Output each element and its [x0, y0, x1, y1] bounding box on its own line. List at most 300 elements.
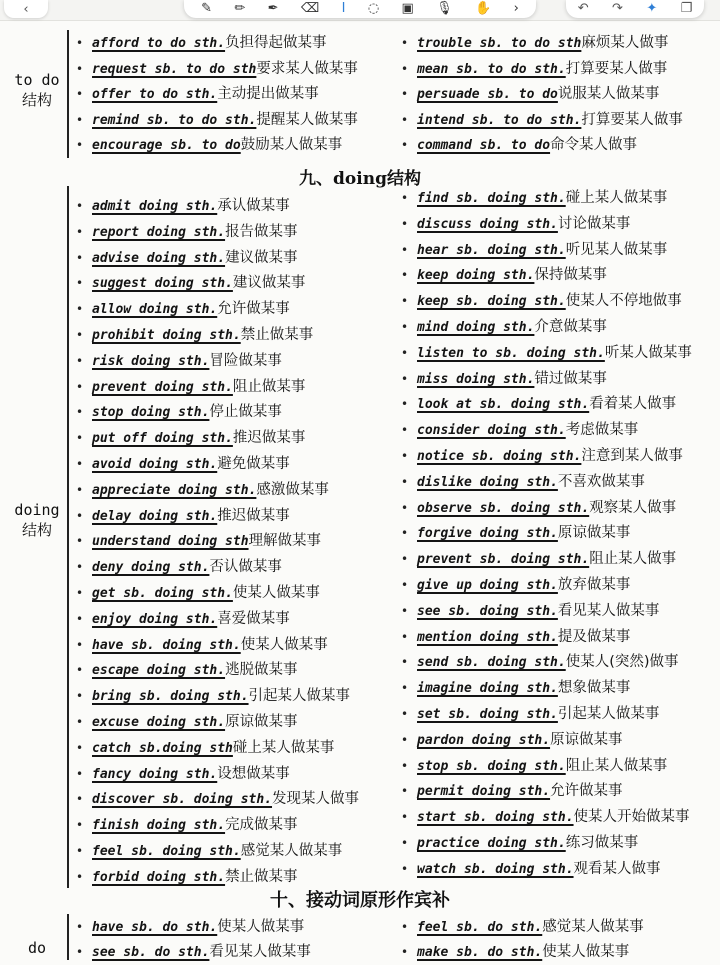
phrase-item — [76, 762, 290, 786]
phrase-english: command sb. to do — [417, 138, 551, 153]
bullet-icon: • — [401, 138, 409, 152]
phrase-item — [76, 400, 282, 424]
bullet-icon: • — [401, 920, 409, 934]
phrase-chinese: 使某人做某事 — [232, 585, 320, 601]
phrase-item — [76, 220, 298, 244]
edit-actions-bar — [566, 0, 704, 18]
phrase-chinese: 冒险做某事 — [209, 352, 282, 369]
phrase-english: avoid doing sth. — [92, 457, 218, 472]
phrase-chinese: 喜爱做某事 — [217, 610, 290, 627]
phrase-english: suggest doing sth. — [92, 276, 233, 292]
bullet-icon: • — [76, 250, 84, 265]
phrase-english: keep sb. doing sth. — [417, 294, 566, 310]
bullet-icon: • — [401, 449, 409, 463]
bullet-icon: • — [76, 379, 84, 394]
phrase-chinese: 看着某人做事 — [589, 396, 677, 413]
phrase-chinese: 承认做某事 — [217, 198, 290, 214]
phrase-english: imagine doing sth. — [417, 681, 558, 697]
magic-icon[interactable]: ✦ — [646, 1, 658, 16]
phrase-english: keep doing sth. — [417, 268, 535, 284]
phrase-chinese: 听见某人做某事 — [565, 241, 668, 258]
phrase-chinese: 否认做某事 — [209, 559, 282, 576]
highlighter-tool-icon[interactable]: ✒ — [267, 1, 279, 16]
bullet-icon: • — [76, 560, 84, 575]
bullet-icon: • — [76, 534, 84, 549]
bullet-icon: • — [401, 945, 409, 959]
bullet-icon: • — [76, 353, 84, 368]
phrase-item — [76, 529, 322, 553]
phrase-english: listen to sb. doing sth. — [417, 345, 605, 361]
phrase-chinese: 引起某人做某事 — [248, 688, 351, 705]
bullet-icon: • — [76, 844, 84, 858]
phrase-english: enjoy doing sth. — [92, 611, 218, 627]
phrase-english: remind sb. to do sth. — [92, 112, 257, 128]
phrase-english: practice doing sth. — [417, 836, 566, 851]
phrase-english: prevent sb. doing sth. — [417, 552, 590, 568]
phrase-chinese: 主动提出做某事 — [217, 86, 319, 102]
bullet-icon: • — [401, 268, 409, 283]
bullet-icon: • — [401, 629, 409, 644]
bullet-icon: • — [401, 61, 409, 76]
phrase-item — [401, 238, 668, 262]
bullet-icon: • — [76, 224, 84, 239]
phrase-chinese: 感觉某人做某事 — [542, 919, 644, 935]
bullet-icon: • — [76, 715, 84, 729]
bullet-icon: • — [76, 869, 84, 884]
todo-label-zh: 结构 — [21, 91, 52, 109]
phrase-chinese: 使某人做某事 — [217, 919, 305, 935]
phrase-english: request sb. to do sth — [92, 61, 257, 77]
phrase-chinese: 碰上某人做某事 — [232, 739, 335, 756]
bullet-icon: • — [76, 431, 84, 446]
phrase-chinese: 要求某人做某事 — [256, 60, 358, 77]
phrase-chinese: 理解做某事 — [248, 533, 322, 550]
phrase-english: discover sb. doing sth. — [92, 792, 273, 808]
phrase-item — [401, 728, 623, 752]
phrase-item — [76, 246, 298, 270]
phrase-english: get sb. doing sth. — [92, 586, 233, 601]
phrase-english: advise doing sth. — [92, 250, 226, 266]
phrase-item — [76, 426, 306, 450]
phrase-chinese: 推迟做某事 — [232, 430, 306, 447]
phrase-item — [401, 779, 623, 803]
phrase-item — [401, 133, 638, 157]
bullet-icon: • — [76, 276, 84, 291]
phrase-english: stop doing sth. — [92, 405, 210, 421]
phrase-english: prohibit doing sth. — [92, 328, 241, 343]
bullet-icon: • — [401, 242, 409, 257]
bullet-icon: • — [401, 861, 409, 876]
bullet-icon: • — [76, 87, 84, 101]
phrase-chinese: 碰上某人做某事 — [565, 190, 668, 206]
phrase-item — [401, 367, 607, 391]
phrase-english: consider doing sth. — [417, 423, 566, 439]
bullet-icon: • — [76, 328, 84, 342]
phrase-chinese: 考虑做某事 — [565, 422, 639, 439]
bullet-icon: • — [76, 689, 84, 704]
phrase-item — [76, 452, 290, 476]
do-bracket — [67, 914, 69, 960]
phrase-item — [76, 297, 290, 321]
phrase-chinese: 阻止做某事 — [232, 378, 306, 395]
phrase-item — [401, 831, 639, 855]
phrase-chinese: 错过做某事 — [534, 370, 607, 387]
phrase-chinese: 允许做某事 — [550, 783, 623, 800]
bullet-icon: • — [76, 920, 84, 934]
phrase-chinese: 看见某人做某事 — [209, 944, 311, 960]
phrase-english: notice sb. doing sth. — [417, 449, 582, 464]
phrase-english: put off doing sth. — [92, 431, 233, 447]
phrase-item — [76, 57, 358, 81]
phrase-english: trouble sb. to do sth — [417, 36, 582, 51]
pencil-tool-icon[interactable]: ✏ — [234, 1, 246, 16]
phrase-chinese: 阻止某人做事 — [589, 551, 677, 568]
redo-icon[interactable]: ↷ — [612, 1, 623, 16]
image-tool-icon[interactable]: ▣ — [401, 1, 414, 16]
bullet-icon: • — [76, 302, 84, 317]
phrase-item — [401, 915, 644, 939]
phrase-english: mention doing sth. — [417, 629, 558, 645]
phrase-item — [76, 82, 319, 106]
phrase-english: observe sb. doing sth. — [417, 500, 590, 516]
phrase-english: watch sb. doing sth. — [417, 861, 574, 877]
phrase-chinese: 引起某人做某事 — [557, 706, 660, 722]
phrase-chinese: 使某人开始做某事 — [573, 809, 690, 826]
phrase-chinese: 建议做某事 — [232, 275, 306, 292]
phrase-chinese: 观看某人做事 — [573, 860, 661, 877]
bullet-icon: • — [401, 371, 409, 386]
phrase-english: risk doing sth. — [92, 353, 210, 369]
phrase-english: miss doing sth. — [417, 371, 535, 387]
phrase-item — [401, 857, 661, 881]
phrase-item — [76, 787, 360, 811]
phrase-item — [401, 444, 683, 468]
phrase-english: fancy doing sth. — [92, 766, 218, 782]
phrase-chinese: 禁止做某事 — [240, 327, 314, 343]
phrase-item — [76, 940, 311, 964]
phrase-english: excuse doing sth. — [92, 715, 226, 730]
phrase-chinese: 逃脱做某事 — [225, 662, 298, 679]
phrase-item — [401, 547, 677, 571]
phrase-item — [401, 289, 682, 313]
phrase-chinese: 介意做某事 — [534, 319, 607, 335]
phrase-english: persuade sb. to do — [417, 87, 558, 102]
phrase-item — [76, 915, 305, 939]
phrase-chinese: 观察某人做事 — [589, 499, 677, 516]
phrase-chinese: 麻烦某人做事 — [581, 35, 669, 51]
text-tool-icon[interactable]: Ⅰ — [341, 1, 346, 16]
bullet-icon: • — [76, 482, 84, 497]
phrase-chinese: 感激做某事 — [256, 481, 329, 498]
bullet-icon: • — [401, 603, 409, 618]
bullet-icon: • — [401, 707, 409, 721]
phrase-english: send sb. doing sth. — [417, 655, 566, 671]
bullet-icon: • — [76, 405, 84, 420]
bullet-icon: • — [401, 423, 409, 438]
phrase-item — [401, 392, 677, 416]
phrase-english: see sb. doing sth. — [417, 603, 558, 619]
phrase-chinese: 想象做某事 — [557, 680, 631, 697]
phrase-item — [76, 194, 290, 218]
bullet-icon: • — [76, 112, 84, 127]
phrase-item — [401, 108, 683, 132]
phrase-chinese: 建议做某事 — [225, 249, 298, 266]
phrase-chinese: 原谅做某事 — [557, 525, 631, 542]
bullet-icon: • — [401, 320, 409, 334]
phrase-english: hear sb. doing sth. — [417, 242, 566, 258]
phrase-chinese: 打算要某人做事 — [581, 111, 683, 128]
phrase-item — [401, 676, 631, 700]
phrase-english: discuss doing sth. — [417, 216, 558, 232]
phrase-english: forbid doing sth. — [92, 869, 226, 885]
phrase-english: see sb. do sth. — [92, 945, 210, 960]
doing-section-label — [12, 500, 62, 540]
phrase-item — [401, 805, 690, 829]
bullet-icon: • — [401, 191, 409, 205]
bullet-icon: • — [76, 766, 84, 781]
phrase-item — [401, 625, 631, 649]
bullet-icon: • — [76, 199, 84, 213]
phrase-english: have sb. do sth. — [92, 920, 218, 935]
phrase-item — [401, 650, 679, 674]
phrase-english: finish doing sth. — [92, 818, 226, 834]
phrase-english: escape doing sth. — [92, 663, 226, 679]
phrase-english: mean sb. to do sth. — [417, 61, 566, 77]
bullet-icon: • — [76, 818, 84, 833]
copy-pages-icon[interactable]: ❐ — [680, 1, 693, 16]
phrase-item — [401, 573, 631, 597]
doing-section-heading: 九、doing结构 — [299, 169, 421, 189]
bullet-icon: • — [76, 663, 84, 678]
phrase-chinese: 听某人做某事 — [604, 344, 692, 361]
bullet-icon: • — [76, 637, 84, 652]
phrase-item — [401, 470, 645, 494]
phrase-chinese: 感觉某人做某事 — [240, 843, 343, 859]
phrase-item — [401, 521, 631, 545]
bullet-icon: • — [401, 397, 409, 412]
phrase-item — [76, 478, 329, 502]
phrase-item — [76, 710, 298, 734]
phrase-item — [76, 323, 314, 347]
phrase-english: admit doing sth. — [92, 199, 218, 214]
bullet-icon: • — [401, 578, 409, 592]
phrase-item — [76, 658, 298, 682]
phrase-english: understand doing sth — [92, 534, 249, 550]
phrase-item — [401, 186, 668, 210]
phrase-english: set sb. doing sth. — [417, 707, 558, 722]
phrase-chinese: 报告做某事 — [225, 223, 298, 240]
phrase-english: offer to do sth. — [92, 87, 218, 102]
back-arrow-icon: ‹ — [23, 1, 29, 17]
bullet-icon: • — [401, 36, 409, 50]
phrase-chinese: 发现某人做事 — [272, 791, 360, 808]
phrase-english: look at sb. doing sth. — [417, 397, 590, 413]
bullet-icon: • — [76, 36, 84, 50]
phrase-chinese: 练习做某事 — [565, 835, 639, 851]
phrase-chinese: 原谅做某事 — [550, 731, 623, 748]
phrase-chinese: 阻止某人做某事 — [565, 757, 668, 774]
chevron-right-icon[interactable]: › — [513, 1, 519, 16]
phrase-chinese: 完成做某事 — [225, 817, 298, 834]
phrase-english: intend sb. to do sth. — [417, 112, 582, 128]
back-button[interactable] — [4, 0, 48, 18]
undo-icon[interactable]: ↶ — [577, 1, 589, 16]
phrase-english: feel sb. doing sth. — [92, 844, 241, 859]
bullet-icon: • — [401, 836, 409, 850]
phrase-chinese: 提及做某事 — [557, 628, 631, 645]
phrase-item — [401, 315, 607, 339]
phrase-item — [76, 736, 335, 760]
phrase-chinese: 推迟做某事 — [217, 507, 290, 524]
phrase-item — [76, 31, 327, 55]
phrase-english: make sb. do sth. — [417, 945, 543, 960]
phrase-item — [76, 271, 306, 295]
bullet-icon: • — [401, 784, 409, 799]
phrase-chinese: 使某人(突然)做事 — [565, 654, 679, 671]
phrase-english: pardon doing sth. — [417, 732, 551, 748]
phrase-chinese: 提醒某人做某事 — [256, 111, 358, 128]
do-section-heading: 十、接动词原形作宾补 — [270, 890, 450, 911]
microphone-icon[interactable]: 🎙 — [436, 1, 453, 16]
phrase-english: dislike doing sth. — [417, 474, 558, 490]
eraser-tool-icon[interactable]: ⌫ — [300, 1, 320, 16]
phrase-chinese: 不喜欢做某事 — [557, 473, 645, 490]
bullet-icon: • — [401, 87, 409, 101]
phrase-item — [401, 31, 669, 55]
bullet-icon: • — [401, 345, 409, 360]
drawing-tools-bar — [184, 0, 536, 18]
phrase-english: allow doing sth. — [92, 302, 218, 318]
do-label-en: do — [27, 939, 47, 957]
phrase-item — [76, 349, 282, 373]
phrase-chinese: 说服某人做某事 — [557, 86, 660, 102]
phrase-item — [401, 341, 692, 365]
phrase-chinese: 打算要某人做事 — [565, 60, 668, 77]
phrase-english: delay doing sth. — [92, 508, 218, 524]
phrase-item — [401, 263, 607, 287]
doing-bracket — [67, 186, 69, 888]
bullet-icon: • — [76, 792, 84, 807]
phrase-item — [401, 599, 660, 623]
lasso-tool-icon[interactable]: ◌ — [367, 1, 380, 16]
phrase-english: stop sb. doing sth. — [417, 758, 566, 774]
phrase-chinese: 命令某人做事 — [550, 137, 638, 153]
phrase-chinese: 负担得起做某事 — [225, 35, 327, 51]
phrase-item — [76, 504, 290, 528]
bullet-icon: • — [76, 457, 84, 471]
bullet-icon: • — [76, 740, 84, 755]
pen-tool-icon[interactable]: ✎ — [201, 1, 213, 16]
phrase-chinese: 保持做某事 — [534, 267, 607, 284]
bullet-icon: • — [401, 810, 409, 825]
phrase-english: give up doing sth. — [417, 578, 558, 593]
phrase-chinese: 鼓励某人做某事 — [240, 137, 343, 153]
phrase-english: permit doing sth. — [417, 784, 551, 800]
phrase-chinese: 禁止做某事 — [225, 868, 298, 885]
note-app-toolbar — [0, 0, 720, 21]
bullet-icon: • — [401, 112, 409, 127]
phrase-english: report doing sth. — [92, 224, 226, 240]
phrase-chinese: 放弃做某事 — [557, 577, 631, 593]
phrase-item — [401, 418, 639, 442]
do-section-label — [12, 938, 62, 958]
phrase-item — [76, 633, 328, 657]
bullet-icon: • — [401, 216, 409, 231]
todo-bracket — [67, 30, 69, 158]
phrase-item — [76, 133, 343, 157]
phrase-item — [401, 212, 631, 236]
bullet-icon: • — [76, 586, 84, 600]
phrase-chinese: 使某人做某事 — [542, 944, 630, 960]
phrase-item — [401, 754, 668, 778]
todo-label-en: to do — [14, 71, 60, 89]
phrase-chinese: 注意到某人做事 — [581, 448, 683, 464]
phrase-item — [401, 940, 630, 964]
phrase-english: start sb. doing sth. — [417, 810, 574, 826]
phrase-english: mind doing sth. — [417, 320, 535, 335]
phrase-english: bring sb. doing sth. — [92, 689, 249, 705]
phrase-chinese: 使某人不停地做事 — [565, 293, 682, 310]
phrase-chinese: 使某人做某事 — [240, 636, 328, 653]
bullet-icon: • — [76, 138, 84, 152]
bullet-icon: • — [401, 500, 409, 515]
phrase-chinese: 允许做某事 — [217, 301, 290, 318]
phrase-item — [401, 702, 660, 726]
phrase-chinese: 避免做某事 — [217, 456, 290, 472]
phrase-item — [76, 813, 298, 837]
phrase-chinese: 看见某人做某事 — [557, 602, 660, 619]
phrase-english: feel sb. do sth. — [417, 920, 543, 935]
phrase-item — [76, 684, 351, 708]
phrase-item — [76, 555, 282, 579]
phrase-item — [76, 108, 358, 132]
todo-section-label — [12, 70, 62, 110]
bullet-icon: • — [401, 655, 409, 670]
phrase-chinese: 原谅做某事 — [225, 714, 298, 730]
bullet-icon: • — [76, 611, 84, 626]
phrase-english: prevent doing sth. — [92, 379, 233, 395]
phrase-english: encourage sb. to do — [92, 138, 241, 153]
phrase-english: have sb. doing sth. — [92, 637, 241, 653]
phrase-english: appreciate doing sth. — [92, 482, 257, 498]
phrase-item — [76, 607, 290, 631]
bullet-icon: • — [401, 294, 409, 309]
bullet-icon: • — [76, 61, 84, 76]
bullet-icon: • — [401, 552, 409, 567]
phrase-english: afford to do sth. — [92, 36, 226, 51]
phrase-item — [76, 839, 343, 863]
phrase-item — [401, 496, 677, 520]
phrase-item — [76, 581, 320, 605]
phrase-item — [401, 82, 660, 106]
phrase-item — [401, 57, 668, 81]
bullet-icon: • — [401, 758, 409, 773]
hand-tool-icon[interactable]: ✋ — [475, 1, 492, 16]
bullet-icon: • — [401, 732, 409, 747]
bullet-icon: • — [76, 945, 84, 959]
bullet-icon: • — [76, 508, 84, 523]
bullet-icon: • — [401, 474, 409, 489]
phrase-english: forgive doing sth. — [417, 526, 558, 542]
phrase-item — [76, 375, 306, 399]
phrase-chinese: 讨论做某事 — [557, 215, 631, 232]
bullet-icon: • — [401, 526, 409, 541]
doing-label-en: doing — [14, 501, 60, 519]
phrase-chinese: 设想做某事 — [217, 765, 290, 782]
phrase-english: deny doing sth. — [92, 560, 210, 576]
doing-label-zh: 结构 — [21, 521, 52, 539]
phrase-english: catch sb.doing sth — [92, 740, 233, 756]
